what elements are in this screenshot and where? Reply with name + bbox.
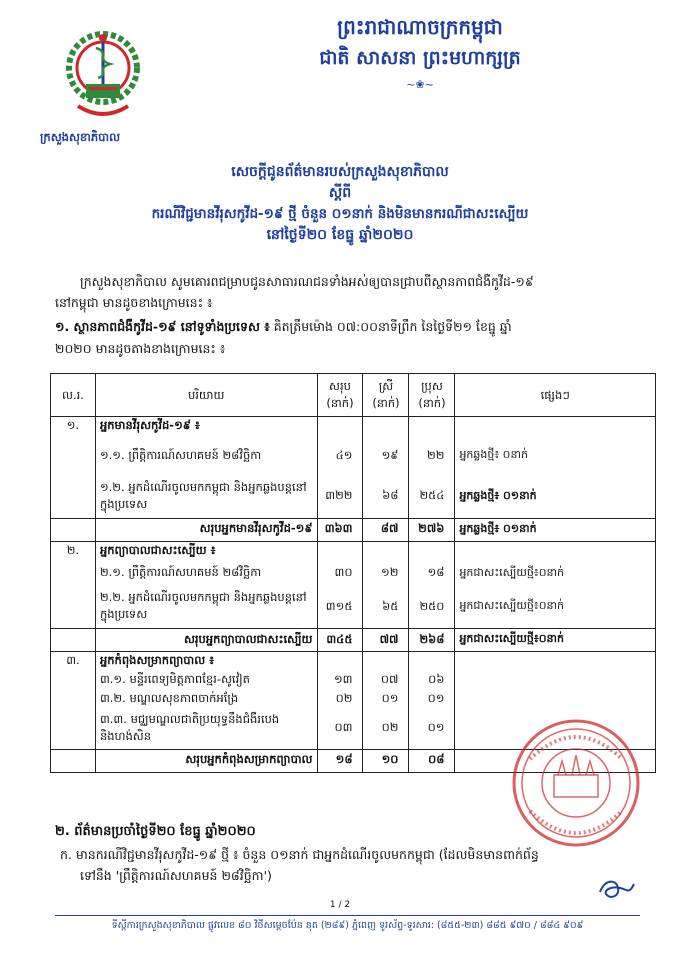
table-header-row bbox=[51, 374, 656, 417]
row-desc: ៣.១. មន្ទីរពេទ្យមិត្តភាពខ្មែរ-សូវៀត bbox=[95, 671, 317, 690]
table-row bbox=[51, 436, 656, 476]
motto-line: ជាតិ សាសនា ព្រះមហាក្សត្រ bbox=[319, 47, 521, 69]
row-note: អ្នកឆ្លងថ្មី៖ ០នាក់ bbox=[455, 436, 656, 476]
kingdom-line: ព្រះរាជាណាចក្រកម្ពុជា bbox=[337, 15, 503, 39]
section1-line-1 bbox=[55, 317, 512, 337]
row-desc: ១.២. អ្នកដំណើរចូលមកកម្ពុជា និងអ្នកឆ្លងបន្តនៅក្នុងប្រទេស bbox=[95, 476, 317, 518]
total-male: ២៧៦ bbox=[409, 518, 455, 541]
row-desc: ៣.៣. មជ្ឈមណ្ឌលជាតិប្រយុទ្ធនឹងជំងឺរបេង និងហង់សិន bbox=[95, 709, 317, 749]
section2-line-1: ក. មានករណីវិជ្ជមានវីរុសកូវីដ-១៩ ថ្មី ៖ ចំនួន ០១នាក់ ជាអ្នកដំណើរចូលមកកម្ពុជា (ដែលមិនមានពាក់ព័ន្ធ bbox=[60, 847, 539, 862]
total-value: ៣៦៣ bbox=[317, 518, 363, 541]
group-number: ៣. bbox=[51, 652, 96, 750]
row-total: ០២ bbox=[317, 690, 363, 709]
row-desc: ២.១. ព្រឹត្តិការណ៍សហគមន៍ ២៨វិច្ឆិកា bbox=[95, 561, 317, 587]
col-header-desc: បរិយាយ bbox=[95, 374, 317, 417]
col-header-female: ស្រី (នាក់) bbox=[363, 374, 409, 417]
col-header-no: ល.រ. bbox=[51, 374, 96, 417]
ministry-name: ក្រសួងសុខាភិបាល bbox=[40, 130, 121, 144]
row-female: ៦៨ bbox=[363, 476, 409, 518]
row-male: ២២ bbox=[409, 436, 455, 476]
total-male: ០៨ bbox=[409, 749, 455, 772]
covid-stats-table bbox=[50, 373, 656, 773]
intro-line-1: ក្រសួងសុខាភិបាល សូមគោរពជម្រាបជូនសាធារណជនទាំងអស់ឲ្យបានជ្រាបពីស្ថានភាពជំងឺកូវីដ-១៩ bbox=[80, 274, 534, 289]
row-total: ៣១៥ bbox=[317, 587, 363, 629]
total-value: ៣៤៥ bbox=[317, 629, 363, 652]
row-note: អ្នកឆ្លងថ្មី៖ ០១នាក់ bbox=[455, 476, 656, 518]
title-line-1: សេចក្តីជូនព័ត៌មានរបស់ក្រសួងសុខាភិបាល bbox=[231, 164, 449, 180]
row-female: ១២ bbox=[363, 561, 409, 587]
col-header-other: ផ្សេងៗ bbox=[455, 374, 656, 417]
row-female: ០១ bbox=[363, 690, 409, 709]
row-desc: ៣.២. មណ្ឌលសុខភាពចាក់អង្រែ bbox=[95, 690, 317, 709]
row-total: ៤១ bbox=[317, 436, 363, 476]
intro-line-2: នៅកម្ពុជា មានដូចខាងក្រោមនេះ ៖ bbox=[55, 295, 213, 310]
page-number: 1 / 2 bbox=[329, 900, 351, 910]
title-line-3: ករណីវិជ្ជមានវីរុសកូវីដ-១៩ ថ្មី ចំនួន ០១នាក់ និងមិនមានករណីជាសះស្បើយ bbox=[151, 206, 529, 222]
row-note: អ្នកជាសះស្បើយថ្មី៖០នាក់ bbox=[455, 587, 656, 629]
row-male: ០១ bbox=[409, 709, 455, 749]
row-note: អ្នកជាសះស្បើយថ្មី៖០នាក់ bbox=[455, 561, 656, 587]
total-note: អ្នកជាសះស្បើយថ្មី៖០នាក់ bbox=[455, 629, 656, 652]
row-total: ១៣ bbox=[317, 671, 363, 690]
row-female: ០៧ bbox=[363, 671, 409, 690]
ministry-logo-icon bbox=[58, 22, 148, 132]
ministry-seal-stamp-icon bbox=[508, 715, 644, 851]
total-male: ២៦៨ bbox=[409, 629, 455, 652]
row-male: ២៥០ bbox=[409, 587, 455, 629]
group-title: អ្នកមានវីរុសកូវីដ-១៩ ៖ bbox=[95, 417, 317, 437]
row-female: ៦៥ bbox=[363, 587, 409, 629]
col-header-male: ប្រុស (នាក់) bbox=[409, 374, 455, 417]
total-female: ១០ bbox=[363, 749, 409, 772]
table-row bbox=[51, 541, 656, 561]
ornament-divider: ~❀~ bbox=[406, 78, 434, 91]
table-total-row bbox=[51, 629, 656, 652]
section1-heading: ១. ស្ថានភាពជំងឺកូវីដ-១៩ នៅទូទាំងប្រទេស ៖ bbox=[55, 319, 270, 334]
table-total-row bbox=[51, 518, 656, 541]
group-title: អ្នកព្យាបាលជាសះស្បើយ ៖ bbox=[95, 541, 317, 561]
table-row bbox=[51, 652, 656, 672]
title-line-4: នៅថ្ងៃទី២០ ខែធ្នូ ឆ្នាំ២០២០ bbox=[266, 227, 414, 243]
total-female: ៧៧ bbox=[363, 629, 409, 652]
table-row bbox=[51, 587, 656, 629]
section2-line-2: ទៅនឹង 'ព្រឹត្តិការណ៍សហគមន៍ ២៨វិច្ឆិកា') bbox=[80, 868, 272, 883]
table-row bbox=[51, 417, 656, 437]
table-row bbox=[51, 690, 656, 709]
signature-icon bbox=[596, 874, 636, 904]
col-header-total: សរុប (នាក់) bbox=[317, 374, 363, 417]
row-male: ០៦ bbox=[409, 671, 455, 690]
row-female: ១៩ bbox=[363, 436, 409, 476]
group-number: ២. bbox=[51, 541, 96, 629]
row-male: ០១ bbox=[409, 690, 455, 709]
row-female: ០២ bbox=[363, 709, 409, 749]
table-row bbox=[51, 671, 656, 690]
total-female: ៨៧ bbox=[363, 518, 409, 541]
section2-heading: ២. ព័ត៌មានប្រចាំថ្ងៃទី២០ ខែធ្នូ ឆ្នាំ២០២០ bbox=[55, 824, 256, 839]
section1-text: គិតត្រឹមម៉ោង ០៧:០០នាទីព្រឹក នៃថ្ងៃទី២១ ខែធ្នូ ឆ្នាំ bbox=[269, 319, 512, 334]
row-male: ២៥៤ bbox=[409, 476, 455, 518]
footer-divider bbox=[55, 915, 640, 916]
total-label: សរុបអ្នកព្យាបាលជាសះស្បើយ bbox=[95, 629, 317, 652]
row-total: ០៣ bbox=[317, 709, 363, 749]
title-line-2: ស្តីពី bbox=[328, 185, 352, 201]
total-note: អ្នកឆ្លងថ្មី៖ ០១នាក់ bbox=[455, 518, 656, 541]
row-desc: ១.១. ព្រឹត្តិការណ៍សហគមន៍ ២៨វិច្ឆិកា bbox=[95, 436, 317, 476]
table-row bbox=[51, 561, 656, 587]
total-label: សរុបអ្នកកំពុងសម្រាកព្យាបាល bbox=[95, 749, 317, 772]
row-total: ៣២២ bbox=[317, 476, 363, 518]
section1-line-2: ២០២០ មានដូចតាងខាងក្រោមនេះ ៖ bbox=[55, 341, 226, 356]
table-row bbox=[51, 476, 656, 518]
footer-address: ទីស្តីការក្រសួងសុខាភិបាល ផ្លូវលេខ ៨០ វិថីសម្តេចប៉ែន នុត (២៨៩) ភ្នំពេញ ទូរស័ព្ទ-ទូរសារ: (៨៥៥-២៣) ៨៨៥ ៩៧០ / ៨៨៤ ៩០៩ bbox=[111, 920, 584, 931]
total-value: ១៨ bbox=[317, 749, 363, 772]
group-title: អ្នកកំពុងសម្រាកព្យាបាល ៖ bbox=[95, 652, 317, 672]
row-male: ១៨ bbox=[409, 561, 455, 587]
group-number: ១. bbox=[51, 417, 96, 519]
row-total: ៣០ bbox=[317, 561, 363, 587]
row-desc: ២.២. អ្នកដំណើរចូលមកកម្ពុជា និងអ្នកឆ្លងបន្តនៅក្នុងប្រទេស bbox=[95, 587, 317, 629]
total-label: សរុបអ្នកមានវីរុសកូវីដ-១៩ bbox=[95, 518, 317, 541]
